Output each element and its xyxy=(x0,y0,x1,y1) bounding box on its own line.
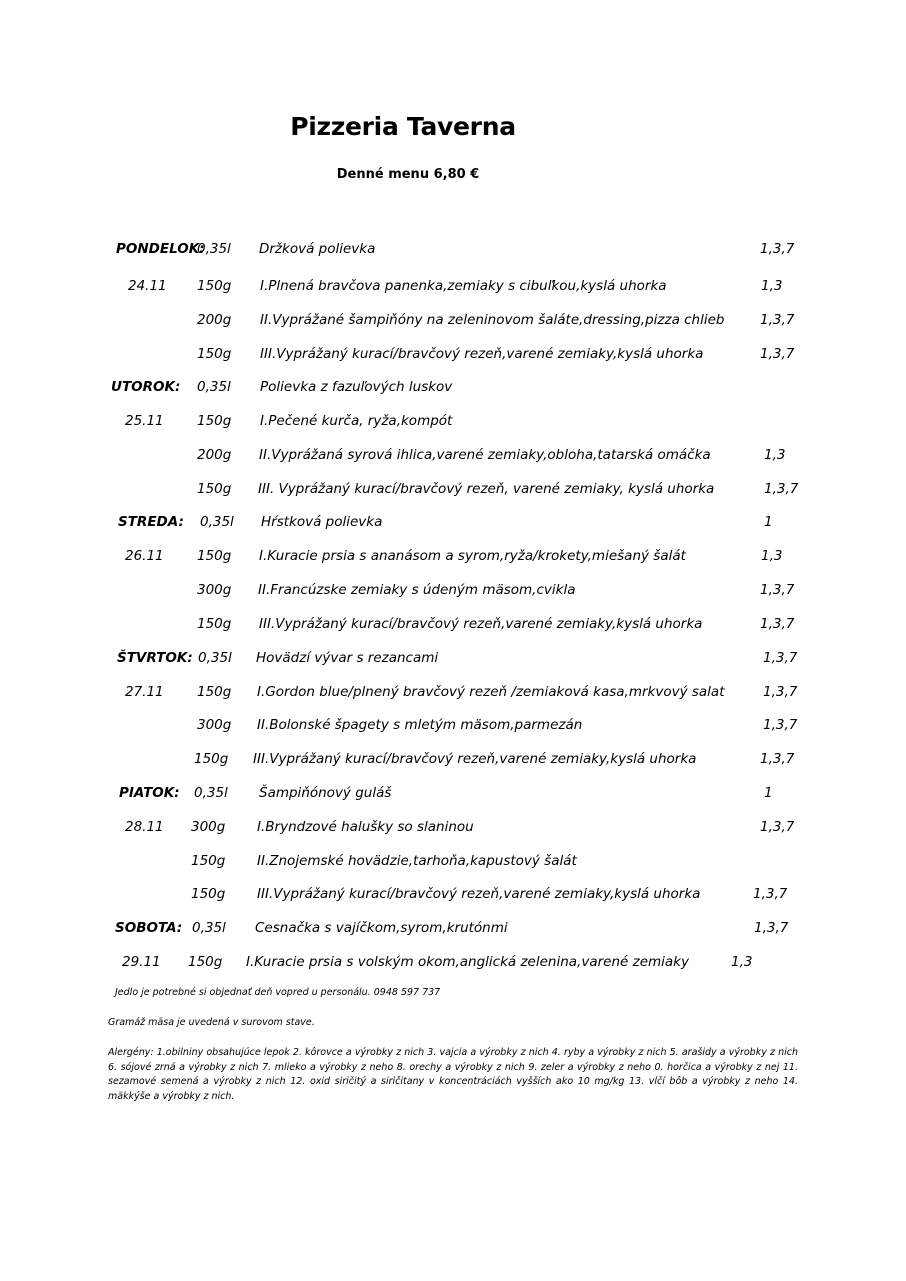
allergen-codes: 1,3,7 xyxy=(760,616,795,632)
allergen-codes: 1,3,7 xyxy=(760,312,795,328)
dish-name: Polievka z fazuľových luskov xyxy=(260,379,453,395)
day-label: STREDA: xyxy=(118,514,184,530)
menu-row xyxy=(0,278,906,298)
portion-size: 200g xyxy=(197,312,232,328)
dish-name: I.Plnená bravčova panenka,zemiaky s cibuľkou,kyslá uhorka xyxy=(260,278,667,294)
menu-row xyxy=(0,751,906,771)
portion-size: 150g xyxy=(197,278,232,294)
portion-size: 0,35l xyxy=(197,241,231,257)
dish-name: I.Bryndzové halušky so slaninou xyxy=(257,819,474,835)
dish-name: Šampiňónový guláš xyxy=(259,785,392,801)
allergen-codes: 1,3,7 xyxy=(753,886,788,902)
allergen-codes: 1,3,7 xyxy=(763,650,798,666)
menu-row xyxy=(0,954,906,974)
allergen-codes: 1,3,7 xyxy=(754,920,789,936)
date-label: 27.11 xyxy=(125,684,164,700)
menu-row xyxy=(0,514,906,534)
menu-row xyxy=(0,548,906,568)
portion-size: 150g xyxy=(197,684,232,700)
portion-size: 0,35l xyxy=(200,514,234,530)
menu-row xyxy=(0,785,906,805)
menu-row xyxy=(0,920,906,940)
allergen-codes: 1,3 xyxy=(764,447,786,463)
date-label: 28.11 xyxy=(125,819,164,835)
portion-size: 150g xyxy=(197,346,232,362)
dish-name: Cesnačka s vajíčkom,syrom,krutónmi xyxy=(255,920,508,936)
allergen-codes: 1,3 xyxy=(731,954,753,970)
portion-size: 300g xyxy=(191,819,226,835)
dish-name: I.Kuracie prsia s volským okom,anglická zelenina,varené zemiaky xyxy=(246,954,689,970)
allergen-codes: 1,3 xyxy=(761,548,783,564)
dish-name: III.Vyprážaný kurací/bravčový rezeň,varené zemiaky,kyslá uhorka xyxy=(260,346,704,362)
dish-name: Držková polievka xyxy=(259,241,376,257)
daily-menu-price: Denné menu 6,80 € xyxy=(336,167,480,182)
portion-size: 150g xyxy=(197,616,232,632)
day-label: SOBOTA: xyxy=(115,920,183,936)
allergen-codes: 1,3,7 xyxy=(763,684,798,700)
dish-name: II.Bolonské špagety s mletým mäsom,parmezán xyxy=(257,717,583,733)
menu-row xyxy=(0,684,906,704)
allergens-note: Alergény: 1.obilniny obsahujúce lepok 2. kôrovce a výrobky z nich 3. vajcia a výrobky z nich 4. ryby a výrobky z nich 5. arašidy a výrobky z nich 6. sójové zrná a výrobky z nich 7. mlieko a výrobky z neho 8. orechy a výrobky z nich 9. zeler a výrobky z neho 0. horčica a výrobky z nej 11. sezamové semená a výrobky z nich 12. oxid siričitý a siričitany v koncentráciách vyšších ako 10 mg/kg 13. vlčí bôb a výrobky z neho 14. mäkkýše a výrobky z nich. xyxy=(108,1047,798,1102)
day-label: ŠTVRTOK: xyxy=(117,650,193,666)
menu-row xyxy=(0,616,906,636)
dish-name: III.Vyprážaný kurací/bravčový rezeň,varené zemiaky,kyslá uhorka xyxy=(257,886,701,902)
menu-row xyxy=(0,582,906,602)
day-label: UTOROK: xyxy=(111,379,181,395)
allergen-codes: 1 xyxy=(764,785,773,801)
portion-size: 150g xyxy=(197,481,232,497)
menu-row xyxy=(0,379,906,399)
dish-name: III.Vyprážaný kurací/bravčový rezeň,varené zemiaky,kyslá uhorka xyxy=(253,751,697,767)
allergen-codes: 1 xyxy=(764,514,773,530)
date-label: 29.11 xyxy=(122,954,161,970)
page-title: Pizzeria Taverna xyxy=(290,112,516,141)
portion-size: 150g xyxy=(188,954,223,970)
day-label: PONDELOK: xyxy=(116,241,205,257)
date-label: 25.11 xyxy=(125,413,164,429)
menu-row xyxy=(0,650,906,670)
allergen-codes: 1,3 xyxy=(761,278,783,294)
portion-size: 150g xyxy=(194,751,229,767)
portion-size: 0,35l xyxy=(194,785,228,801)
menu-row xyxy=(0,447,906,467)
menu-row xyxy=(0,819,906,839)
dish-name: II.Francúzske zemiaky s údeným mäsom,cvikla xyxy=(258,582,576,598)
dish-name: III.Vyprážaný kurací/bravčový rezeň,varené zemiaky,kyslá uhorka xyxy=(259,616,703,632)
portion-size: 0,35l xyxy=(198,650,232,666)
allergen-codes: 1,3,7 xyxy=(764,481,799,497)
dish-name: III. Vyprážaný kurací/bravčový rezeň, varené zemiaky, kyslá uhorka xyxy=(258,481,715,497)
menu-row xyxy=(0,481,906,501)
portion-size: 300g xyxy=(197,582,232,598)
menu-row xyxy=(0,853,906,873)
dish-name: II.Znojemské hovädzie,tarhoňa,kapustový šalát xyxy=(257,853,577,869)
dish-name: I.Pečené kurča, ryža,kompót xyxy=(260,413,453,429)
menu-row xyxy=(0,241,906,261)
dish-name: Hŕstková polievka xyxy=(261,514,383,530)
menu-row xyxy=(0,413,906,433)
order-note: Jedlo je potrebné si objednať deň vopred u personálu. 0948 597 737 xyxy=(115,987,441,998)
portion-size: 150g xyxy=(197,548,232,564)
portion-size: 150g xyxy=(191,886,226,902)
allergen-codes: 1,3,7 xyxy=(760,346,795,362)
day-label: PIATOK: xyxy=(119,785,180,801)
dish-name: I.Gordon blue/plnený bravčový rezeň /zemiaková kasa,mrkvový salat xyxy=(257,684,725,700)
weight-note: Gramáž mäsa je uvedená v surovom stave. xyxy=(108,1017,315,1028)
allergen-codes: 1,3,7 xyxy=(760,582,795,598)
portion-size: 150g xyxy=(191,853,226,869)
allergen-codes: 1,3,7 xyxy=(763,717,798,733)
dish-name: II.Vyprážaná syrová ihlica,varené zemiaky,obloha,tatarská omáčka xyxy=(259,447,711,463)
allergen-codes: 1,3,7 xyxy=(760,751,795,767)
menu-row xyxy=(0,886,906,906)
dish-name: I.Kuracie prsia s ananásom a syrom,ryža/krokety,miešaný šalát xyxy=(259,548,686,564)
dish-name: Hovädzí vývar s rezancami xyxy=(256,650,439,666)
date-label: 24.11 xyxy=(128,278,167,294)
menu-row xyxy=(0,346,906,366)
portion-size: 150g xyxy=(197,413,232,429)
menu-row xyxy=(0,717,906,737)
portion-size: 300g xyxy=(197,717,232,733)
portion-size: 0,35l xyxy=(197,379,231,395)
allergen-codes: 1,3,7 xyxy=(760,241,795,257)
allergen-codes: 1,3,7 xyxy=(760,819,795,835)
portion-size: 200g xyxy=(197,447,232,463)
date-label: 26.11 xyxy=(125,548,164,564)
portion-size: 0,35l xyxy=(192,920,226,936)
dish-name: II.Vyprážané šampiňóny na zeleninovom šaláte,dressing,pizza chlieb xyxy=(260,312,725,328)
menu-row xyxy=(0,312,906,332)
